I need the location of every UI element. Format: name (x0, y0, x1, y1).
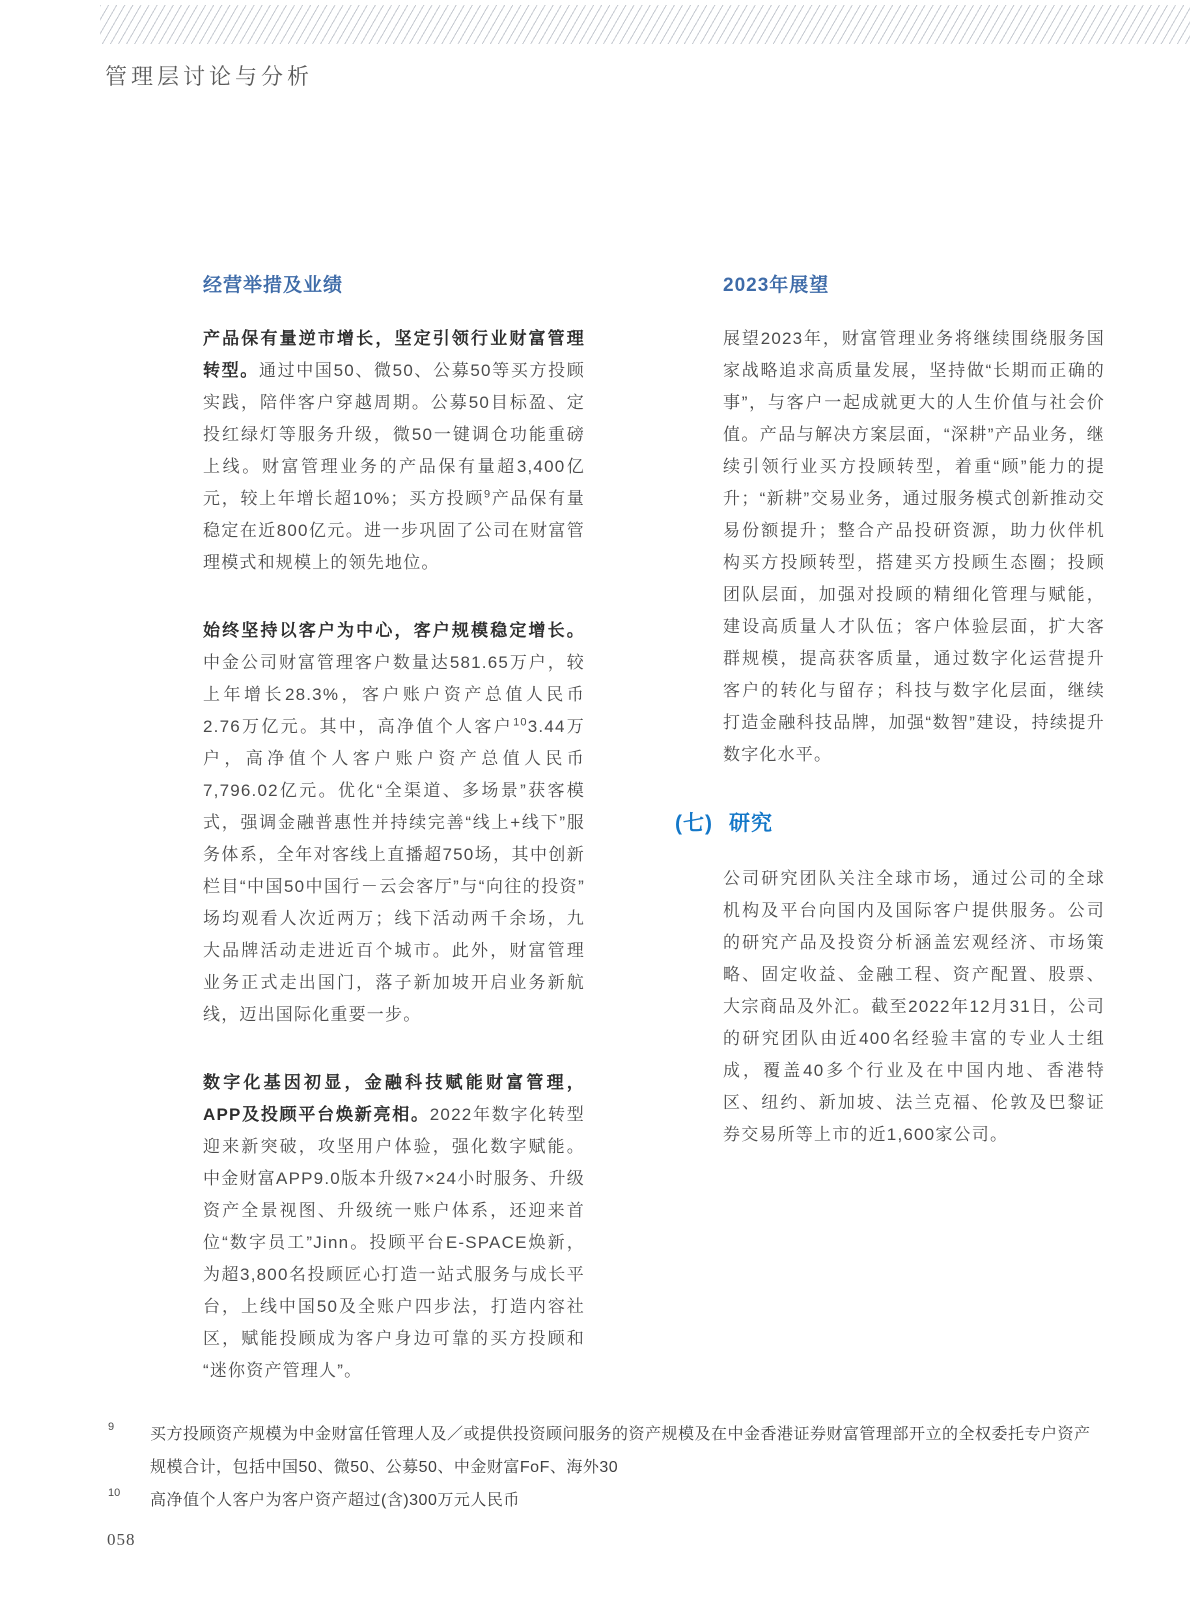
hatch-banner (100, 5, 1190, 44)
footnote-ref-9: 9 (484, 488, 492, 501)
paragraph-body: 通过中国50、微50、公募50等买方投顾实践，陪伴客户穿越周期。公募50目标盈、定投红绿灯等服务升级，微50一键调仓功能重磅上线。财富管理业务的产品保有量超3,400亿元，较上年增长超10%；买方投顾 (203, 361, 585, 508)
footnotes (108, 1418, 1093, 1517)
footnote-text: 高净值个人客户为客户资产超过(含)300万元人民币 (150, 1492, 520, 1509)
section-number: (七) (675, 812, 713, 835)
outlook-heading: 2023年展望 (723, 275, 830, 296)
footnote-10 (108, 1484, 1093, 1517)
paragraph-lead: 产品保有量逆市增长，坚定引领行业财富管理转型。 (203, 329, 585, 380)
footnote-9 (108, 1418, 1093, 1484)
left-column (203, 270, 585, 1387)
paragraph-research: 公司研究团队关注全球市场，通过公司的全球机构及平台向国内及国际客户提供服务。公司的研究产品及投资分析涵盖宏观经济、市场策略、固定收益、金融工程、资产配置、股票、大宗商品及外汇。截至2022年12月31日，公司的研究团队由近400名经验丰富的专业人士组成，覆盖40多个行业及在中国内地、香港特区、纽约、新加坡、法兰克福、伦敦及巴黎证券交易所等上市的近1,600家公司。 (723, 869, 1105, 1144)
footnote-number: 10 (108, 1487, 121, 1499)
paragraph-outlook: 展望2023年，财富管理业务将继续围绕服务国家战略追求高质量发展，坚持做“长期而正确的事”，与客户一起成就更大的人生价值与社会价值。产品与解决方案层面，“深耕”产品业务，继续引领行业买方投顾转型，着重“顾”能力的提升；“新耕”交易业务，通过服务模式创新推动交易份额提升；整合产品投研资源，助力伙伴机构买方投顾转型，搭建买方投顾生态圈；投顾团队层面，加强对投顾的精细化管理与赋能，建设高质量人才队伍；客户体验层面，扩大客群规模，提高获客质量，通过数字化运营提升客户的转化与留存；科技与数字化层面，继续打造金融科技品牌，加强“数智”建设，持续提升数字化水平。 (723, 329, 1105, 764)
paragraph-product-holdings (203, 323, 585, 579)
right-column (675, 270, 1105, 1151)
footnote-ref-10: 10 (513, 716, 528, 729)
page-number: 058 (107, 1530, 136, 1549)
footnote-text: 买方投顾资产规模为中金财富任管理人及／或提供投资顾问服务的资产规模及在中金香港证券财富管理部开立的全权委托专户资产规模合计，包括中国50、微50、公募50、中金财富FoF、海外30 (150, 1426, 1091, 1476)
paragraph-body: 3.44万户，高净值个人客户账户资产总值人民币7,796.02亿元。优化“全渠道、多场景”获客模式，强调金融普惠性并持续完善“线上+线下”服务体系，全年对客线上直播超750场，其中创新栏目“中国50中国行－云会客厅”与“向往的投资”场均观看人次近两万；线下活动两千余场，九大品牌活动走进近百个城市。此外，财富管理业务正式走出国门，落子新加坡开启业务新航线，迈出国际化重要一步。 (203, 717, 585, 1024)
research-section-heading (675, 807, 1105, 837)
page-title: 管理层讨论与分析 (105, 64, 314, 89)
paragraph-body: 2022年数字化转型迎来新突破，攻坚用户体验，强化数字赋能。中金财富APP9.0版本升级7×24小时服务、升级资产全景视图、升级统一账户体系，还迎来首位“数字员工”Jinn。投顾平台E-SPACE焕新，为超3,800名投顾匠心打造一站式服务与成长平台，上线中国50及全账户四步法，打造内容社区，赋能投顾成为客户身边可靠的买方投顾和“迷你资产管理人”。 (203, 1105, 585, 1380)
section-title: 研究 (729, 812, 773, 835)
paragraph-digital (203, 1067, 585, 1387)
paragraph-body: 产品保有量稳定在近800亿元。进一步巩固了公司在财富管理模式和规模上的领先地位。 (203, 489, 585, 572)
paragraph-lead: 数字化基因初显，金融科技赋能财富管理，APP及投顾平台焕新亮相。 (203, 1073, 585, 1124)
paragraph-client-scale (203, 615, 585, 1031)
left-column-heading: 经营举措及业绩 (203, 275, 344, 296)
paragraph-body: 中金公司财富管理客户数量达581.65万户，较上年增长28.3%，客户账户资产总值人民币2.76万亿元。其中，高净值个人客户 (203, 653, 585, 736)
footnote-number: 9 (108, 1421, 115, 1433)
paragraph-lead: 始终坚持以客户为中心，客户规模稳定增长。 (203, 621, 585, 640)
